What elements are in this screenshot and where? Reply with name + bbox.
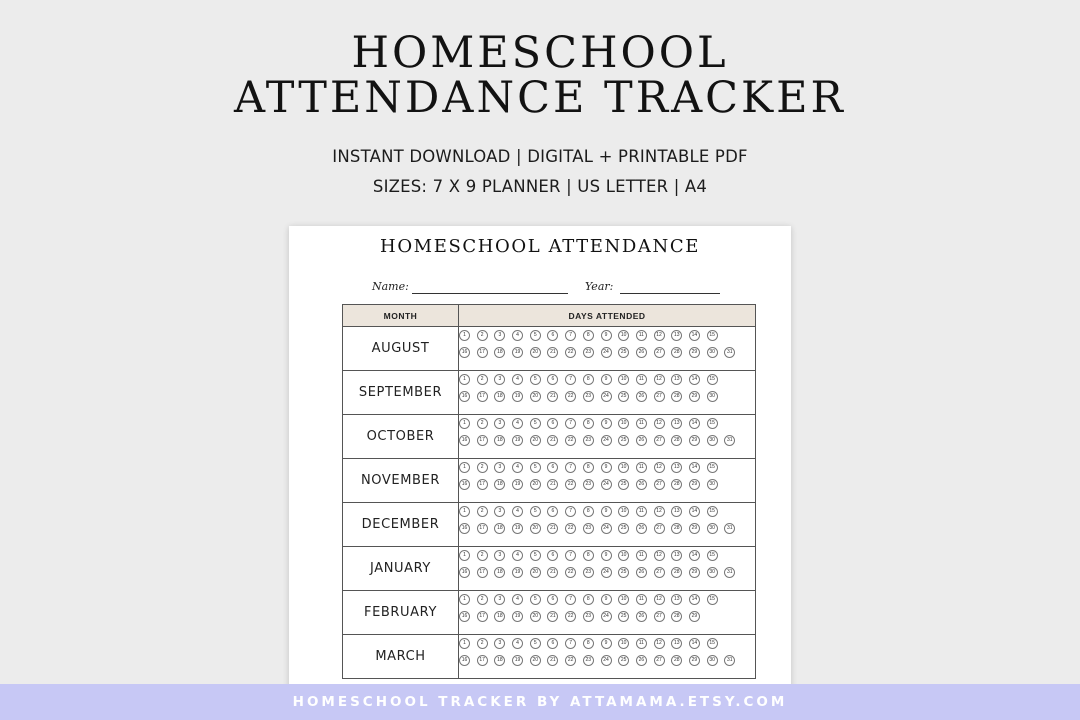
day-circle[interactable]: 31 — [724, 655, 735, 666]
month-name: FEBRUARY — [343, 591, 459, 635]
day-circle[interactable]: 19 — [512, 611, 523, 622]
day-circle[interactable]: 20 — [530, 611, 541, 622]
day-circle[interactable]: 10 — [618, 550, 629, 561]
day-circle[interactable]: 24 — [601, 567, 612, 578]
day-circle[interactable]: 17 — [477, 611, 488, 622]
day-circle[interactable]: 3 — [494, 594, 505, 605]
day-circle[interactable]: 24 — [601, 523, 612, 534]
days-attended-cell — [459, 459, 756, 503]
day-circle[interactable]: 25 — [618, 391, 629, 402]
month-column-header: MONTH — [343, 305, 459, 327]
day-circle[interactable]: 9 — [601, 594, 612, 605]
day-circle[interactable]: 1 — [459, 418, 470, 429]
day-circle[interactable]: 23 — [583, 479, 594, 490]
day-circle[interactable]: 30 — [707, 479, 718, 490]
day-circle[interactable]: 18 — [494, 567, 505, 578]
day-circle[interactable]: 16 — [459, 347, 470, 358]
day-circle[interactable]: 31 — [724, 523, 735, 534]
day-circle[interactable]: 31 — [724, 435, 735, 446]
days-attended-cell — [459, 591, 756, 635]
day-circle[interactable]: 12 — [654, 330, 665, 341]
day-circle[interactable]: 10 — [618, 418, 629, 429]
day-circle[interactable]: 24 — [601, 347, 612, 358]
day-circle[interactable]: 2 — [477, 330, 488, 341]
day-circle[interactable]: 1 — [459, 374, 470, 385]
day-circle[interactable]: 4 — [512, 506, 523, 517]
day-circle[interactable]: 23 — [583, 347, 594, 358]
day-circle[interactable]: 26 — [636, 435, 647, 446]
table-row — [343, 503, 756, 547]
day-circle[interactable]: 14 — [689, 506, 700, 517]
day-circle[interactable]: 24 — [601, 479, 612, 490]
day-circle[interactable]: 26 — [636, 655, 647, 666]
day-circle[interactable]: 22 — [565, 611, 576, 622]
day-circle[interactable]: 8 — [583, 330, 594, 341]
day-circle[interactable]: 20 — [530, 567, 541, 578]
day-circle[interactable]: 13 — [671, 594, 682, 605]
day-circle[interactable]: 17 — [477, 435, 488, 446]
day-circle[interactable]: 11 — [636, 374, 647, 385]
day-circle[interactable]: 21 — [547, 567, 558, 578]
day-circle[interactable]: 26 — [636, 611, 647, 622]
day-circle[interactable]: 7 — [565, 374, 576, 385]
day-circle[interactable]: 30 — [707, 435, 718, 446]
day-circle[interactable]: 14 — [689, 374, 700, 385]
day-circle[interactable]: 18 — [494, 435, 505, 446]
day-circle[interactable]: 5 — [530, 418, 541, 429]
day-circle[interactable]: 7 — [565, 418, 576, 429]
day-circle[interactable]: 23 — [583, 523, 594, 534]
day-circle[interactable]: 27 — [654, 347, 665, 358]
days-attended-cell — [459, 415, 756, 459]
day-circle[interactable]: 26 — [636, 479, 647, 490]
day-circle[interactable]: 16 — [459, 523, 470, 534]
day-circle[interactable]: 2 — [477, 462, 488, 473]
day-circle[interactable]: 9 — [601, 638, 612, 649]
month-name: MARCH — [343, 635, 459, 679]
day-circle[interactable]: 27 — [654, 611, 665, 622]
day-circle[interactable]: 26 — [636, 347, 647, 358]
day-circle[interactable]: 14 — [689, 418, 700, 429]
day-circle[interactable]: 29 — [689, 655, 700, 666]
day-circle[interactable]: 2 — [477, 418, 488, 429]
day-circle[interactable]: 4 — [512, 638, 523, 649]
day-circle[interactable]: 17 — [477, 523, 488, 534]
day-circle[interactable]: 10 — [618, 506, 629, 517]
day-circle[interactable]: 26 — [636, 391, 647, 402]
table-row — [343, 635, 756, 679]
day-circle[interactable]: 25 — [618, 655, 629, 666]
day-circle[interactable]: 15 — [707, 550, 718, 561]
day-circle[interactable]: 22 — [565, 391, 576, 402]
day-circle[interactable]: 22 — [565, 523, 576, 534]
day-circle[interactable]: 30 — [707, 523, 718, 534]
day-circle[interactable]: 28 — [671, 391, 682, 402]
day-circle[interactable]: 11 — [636, 594, 647, 605]
day-circle[interactable]: 20 — [530, 479, 541, 490]
day-circle[interactable]: 2 — [477, 374, 488, 385]
day-circle[interactable]: 30 — [707, 655, 718, 666]
table-row — [343, 547, 756, 591]
day-circle[interactable]: 7 — [565, 330, 576, 341]
day-circle[interactable]: 28 — [671, 655, 682, 666]
days-attended-cell — [459, 547, 756, 591]
day-circle[interactable]: 1 — [459, 594, 470, 605]
day-circle[interactable]: 10 — [618, 594, 629, 605]
day-circle[interactable]: 12 — [654, 638, 665, 649]
day-circle[interactable]: 17 — [477, 567, 488, 578]
day-circle[interactable]: 9 — [601, 462, 612, 473]
day-circle[interactable]: 6 — [547, 330, 558, 341]
day-circle[interactable]: 11 — [636, 462, 647, 473]
day-circle[interactable]: 23 — [583, 391, 594, 402]
day-circle[interactable]: 2 — [477, 594, 488, 605]
day-circle[interactable]: 8 — [583, 594, 594, 605]
hero-subtitle-line-2: SIZES: 7 X 9 PLANNER | US LETTER | A4 — [372, 177, 708, 196]
year-label: Year: — [585, 280, 614, 293]
day-circle[interactable]: 3 — [494, 550, 505, 561]
day-circle[interactable]: 13 — [671, 418, 682, 429]
day-circle[interactable]: 4 — [512, 418, 523, 429]
day-circle[interactable]: 25 — [618, 347, 629, 358]
day-circle[interactable]: 15 — [707, 462, 718, 473]
day-circle[interactable]: 26 — [636, 523, 647, 534]
day-circle[interactable]: 6 — [547, 506, 558, 517]
day-circle[interactable]: 1 — [459, 638, 470, 649]
day-circle[interactable]: 6 — [547, 638, 558, 649]
day-circle[interactable]: 27 — [654, 391, 665, 402]
day-circle[interactable]: 9 — [601, 418, 612, 429]
days-attended-cell — [459, 371, 756, 415]
day-circle[interactable]: 16 — [459, 611, 470, 622]
day-circle[interactable]: 9 — [601, 550, 612, 561]
day-circle[interactable]: 20 — [530, 391, 541, 402]
day-circle[interactable]: 24 — [601, 391, 612, 402]
day-circle[interactable]: 28 — [671, 435, 682, 446]
day-circle[interactable]: 22 — [565, 479, 576, 490]
day-circle[interactable]: 2 — [477, 638, 488, 649]
day-circle[interactable]: 19 — [512, 479, 523, 490]
day-circle[interactable]: 30 — [707, 347, 718, 358]
day-circle[interactable]: 1 — [459, 550, 470, 561]
day-circle[interactable]: 8 — [583, 374, 594, 385]
day-circle[interactable]: 15 — [707, 594, 718, 605]
hero-subtitle-line-1: INSTANT DOWNLOAD | DIGITAL + PRINTABLE PDF — [332, 147, 748, 166]
day-circle[interactable]: 20 — [530, 347, 541, 358]
day-circle[interactable]: 10 — [618, 330, 629, 341]
hero-title-line-2: ATTENDANCE TRACKER — [234, 73, 846, 123]
day-circle[interactable]: 16 — [459, 391, 470, 402]
day-circle[interactable]: 5 — [530, 506, 541, 517]
day-circle[interactable]: 4 — [512, 374, 523, 385]
day-circle[interactable]: 19 — [512, 523, 523, 534]
day-circle[interactable]: 19 — [512, 435, 523, 446]
day-circle[interactable]: 22 — [565, 655, 576, 666]
day-circle[interactable]: 8 — [583, 462, 594, 473]
day-circle[interactable]: 11 — [636, 330, 647, 341]
day-circle[interactable]: 5 — [530, 462, 541, 473]
day-circle[interactable]: 6 — [547, 374, 558, 385]
day-circle[interactable]: 8 — [583, 506, 594, 517]
day-circle[interactable]: 3 — [494, 506, 505, 517]
sheet-title: HOMESCHOOL ATTENDANCE — [380, 236, 700, 257]
day-circle[interactable]: 13 — [671, 506, 682, 517]
year-field-line[interactable] — [620, 293, 720, 294]
table-row — [343, 459, 756, 503]
day-circle[interactable]: 26 — [636, 567, 647, 578]
day-circle[interactable]: 25 — [618, 611, 629, 622]
day-circle[interactable]: 4 — [512, 550, 523, 561]
day-circle[interactable]: 6 — [547, 418, 558, 429]
day-circle[interactable]: 28 — [671, 523, 682, 534]
day-circle[interactable]: 16 — [459, 479, 470, 490]
day-circle[interactable]: 23 — [583, 611, 594, 622]
day-circle[interactable]: 21 — [547, 523, 558, 534]
day-circle[interactable]: 14 — [689, 638, 700, 649]
day-circle[interactable]: 18 — [494, 391, 505, 402]
day-circle[interactable]: 4 — [512, 594, 523, 605]
name-label: Name: — [372, 280, 409, 293]
day-circle[interactable]: 28 — [671, 347, 682, 358]
day-circle[interactable]: 14 — [689, 462, 700, 473]
day-circle[interactable]: 13 — [671, 374, 682, 385]
day-circle[interactable]: 22 — [565, 567, 576, 578]
day-circle[interactable]: 12 — [654, 506, 665, 517]
day-circle[interactable]: 21 — [547, 479, 558, 490]
days-attended-cell — [459, 327, 756, 371]
day-circle[interactable]: 5 — [530, 638, 541, 649]
day-circle[interactable]: 13 — [671, 550, 682, 561]
day-circle[interactable]: 15 — [707, 506, 718, 517]
day-circle[interactable]: 2 — [477, 506, 488, 517]
day-circle[interactable]: 27 — [654, 435, 665, 446]
day-circle[interactable]: 27 — [654, 479, 665, 490]
day-circle[interactable]: 17 — [477, 655, 488, 666]
day-circle[interactable]: 20 — [530, 655, 541, 666]
day-circle[interactable]: 6 — [547, 594, 558, 605]
day-circle[interactable]: 28 — [671, 479, 682, 490]
day-circle[interactable]: 18 — [494, 347, 505, 358]
day-circle[interactable]: 15 — [707, 330, 718, 341]
day-circle[interactable]: 8 — [583, 418, 594, 429]
day-circle[interactable]: 18 — [494, 523, 505, 534]
day-circle[interactable]: 13 — [671, 330, 682, 341]
day-circle[interactable]: 12 — [654, 374, 665, 385]
day-circle[interactable]: 3 — [494, 330, 505, 341]
days-attended-cell — [459, 635, 756, 679]
day-circle[interactable]: 25 — [618, 435, 629, 446]
day-circle[interactable]: 22 — [565, 435, 576, 446]
day-circle[interactable]: 9 — [601, 374, 612, 385]
day-circle[interactable]: 14 — [689, 594, 700, 605]
day-circle[interactable]: 23 — [583, 567, 594, 578]
day-circle[interactable]: 19 — [512, 347, 523, 358]
month-name: AUGUST — [343, 327, 459, 371]
day-circle[interactable]: 7 — [565, 638, 576, 649]
day-circle[interactable]: 30 — [707, 391, 718, 402]
day-circle[interactable]: 12 — [654, 462, 665, 473]
day-circle[interactable]: 29 — [689, 567, 700, 578]
day-circle[interactable]: 9 — [601, 506, 612, 517]
days-column-header: DAYS ATTENDED — [459, 305, 756, 327]
day-circle[interactable]: 13 — [671, 462, 682, 473]
day-circle[interactable]: 28 — [671, 611, 682, 622]
tracker-sheet — [289, 226, 791, 696]
day-circle[interactable]: 2 — [477, 550, 488, 561]
day-circle[interactable]: 27 — [654, 655, 665, 666]
day-circle[interactable]: 25 — [618, 523, 629, 534]
day-circle[interactable]: 14 — [689, 550, 700, 561]
day-circle[interactable]: 4 — [512, 462, 523, 473]
day-circle[interactable]: 31 — [724, 567, 735, 578]
month-name: OCTOBER — [343, 415, 459, 459]
day-circle[interactable]: 11 — [636, 506, 647, 517]
month-name: DECEMBER — [343, 503, 459, 547]
day-circle[interactable]: 16 — [459, 435, 470, 446]
day-circle[interactable]: 3 — [494, 418, 505, 429]
table-row — [343, 327, 756, 371]
day-circle[interactable]: 10 — [618, 374, 629, 385]
month-name: NOVEMBER — [343, 459, 459, 503]
day-circle[interactable]: 28 — [671, 567, 682, 578]
day-circle[interactable]: 21 — [547, 347, 558, 358]
day-circle[interactable]: 8 — [583, 638, 594, 649]
table-header-row — [343, 305, 756, 327]
day-circle[interactable]: 15 — [707, 638, 718, 649]
day-circle[interactable]: 3 — [494, 638, 505, 649]
day-circle[interactable]: 22 — [565, 347, 576, 358]
day-circle[interactable]: 5 — [530, 550, 541, 561]
table-row — [343, 591, 756, 635]
day-circle[interactable]: 12 — [654, 550, 665, 561]
day-circle[interactable]: 21 — [547, 655, 558, 666]
day-circle[interactable]: 25 — [618, 567, 629, 578]
day-circle[interactable]: 17 — [477, 347, 488, 358]
day-circle[interactable]: 7 — [565, 550, 576, 561]
day-circle[interactable]: 6 — [547, 550, 558, 561]
day-circle[interactable]: 29 — [689, 479, 700, 490]
day-circle[interactable]: 21 — [547, 435, 558, 446]
day-circle[interactable]: 29 — [689, 347, 700, 358]
day-circle[interactable]: 21 — [547, 611, 558, 622]
day-circle[interactable]: 15 — [707, 374, 718, 385]
day-circle[interactable]: 3 — [494, 374, 505, 385]
day-circle[interactable]: 19 — [512, 391, 523, 402]
day-circle[interactable]: 12 — [654, 418, 665, 429]
day-circle[interactable]: 12 — [654, 594, 665, 605]
table-row — [343, 371, 756, 415]
day-circle[interactable]: 6 — [547, 462, 558, 473]
day-circle[interactable]: 30 — [707, 567, 718, 578]
day-circle[interactable]: 23 — [583, 435, 594, 446]
day-circle[interactable]: 20 — [530, 435, 541, 446]
days-attended-cell — [459, 503, 756, 547]
day-circle[interactable]: 17 — [477, 391, 488, 402]
day-circle[interactable]: 21 — [547, 391, 558, 402]
day-circle[interactable]: 7 — [565, 594, 576, 605]
month-name: SEPTEMBER — [343, 371, 459, 415]
day-circle[interactable]: 18 — [494, 479, 505, 490]
day-circle[interactable]: 16 — [459, 655, 470, 666]
day-circle[interactable]: 24 — [601, 611, 612, 622]
day-circle[interactable]: 24 — [601, 655, 612, 666]
day-circle[interactable]: 29 — [689, 391, 700, 402]
day-circle[interactable]: 18 — [494, 611, 505, 622]
footer-banner: HOMESCHOOL TRACKER BY ATTAMAMA.ETSY.COM — [0, 684, 1080, 720]
day-circle[interactable]: 5 — [530, 374, 541, 385]
day-circle[interactable]: 11 — [636, 550, 647, 561]
table-row — [343, 415, 756, 459]
day-circle[interactable]: 20 — [530, 523, 541, 534]
day-circle[interactable]: 23 — [583, 655, 594, 666]
day-circle[interactable]: 5 — [530, 330, 541, 341]
month-name: JANUARY — [343, 547, 459, 591]
day-circle[interactable]: 10 — [618, 638, 629, 649]
day-circle[interactable]: 27 — [654, 523, 665, 534]
day-circle[interactable]: 8 — [583, 550, 594, 561]
day-circle[interactable]: 1 — [459, 462, 470, 473]
day-circle[interactable]: 29 — [689, 435, 700, 446]
day-circle[interactable]: 19 — [512, 567, 523, 578]
day-circle[interactable]: 11 — [636, 418, 647, 429]
day-circle[interactable]: 29 — [689, 611, 700, 622]
day-circle[interactable]: 5 — [530, 594, 541, 605]
day-circle[interactable]: 25 — [618, 479, 629, 490]
day-circle[interactable]: 4 — [512, 330, 523, 341]
day-circle[interactable]: 18 — [494, 655, 505, 666]
day-circle[interactable]: 19 — [512, 655, 523, 666]
day-circle[interactable]: 27 — [654, 567, 665, 578]
day-circle[interactable]: 9 — [601, 330, 612, 341]
day-circle[interactable]: 29 — [689, 523, 700, 534]
day-circle[interactable]: 14 — [689, 330, 700, 341]
day-circle[interactable]: 1 — [459, 506, 470, 517]
day-circle[interactable]: 10 — [618, 462, 629, 473]
day-circle[interactable]: 7 — [565, 506, 576, 517]
day-circle[interactable]: 11 — [636, 638, 647, 649]
day-circle[interactable]: 15 — [707, 418, 718, 429]
day-circle[interactable]: 24 — [601, 435, 612, 446]
day-circle[interactable]: 16 — [459, 567, 470, 578]
day-circle[interactable]: 1 — [459, 330, 470, 341]
name-field-line[interactable] — [412, 293, 568, 294]
hero-title-line-1: HOMESCHOOL — [351, 28, 729, 78]
day-circle[interactable]: 17 — [477, 479, 488, 490]
day-circle[interactable]: 13 — [671, 638, 682, 649]
attendance-table — [342, 304, 756, 679]
day-circle[interactable]: 7 — [565, 462, 576, 473]
day-circle[interactable]: 31 — [724, 347, 735, 358]
day-circle[interactable]: 3 — [494, 462, 505, 473]
